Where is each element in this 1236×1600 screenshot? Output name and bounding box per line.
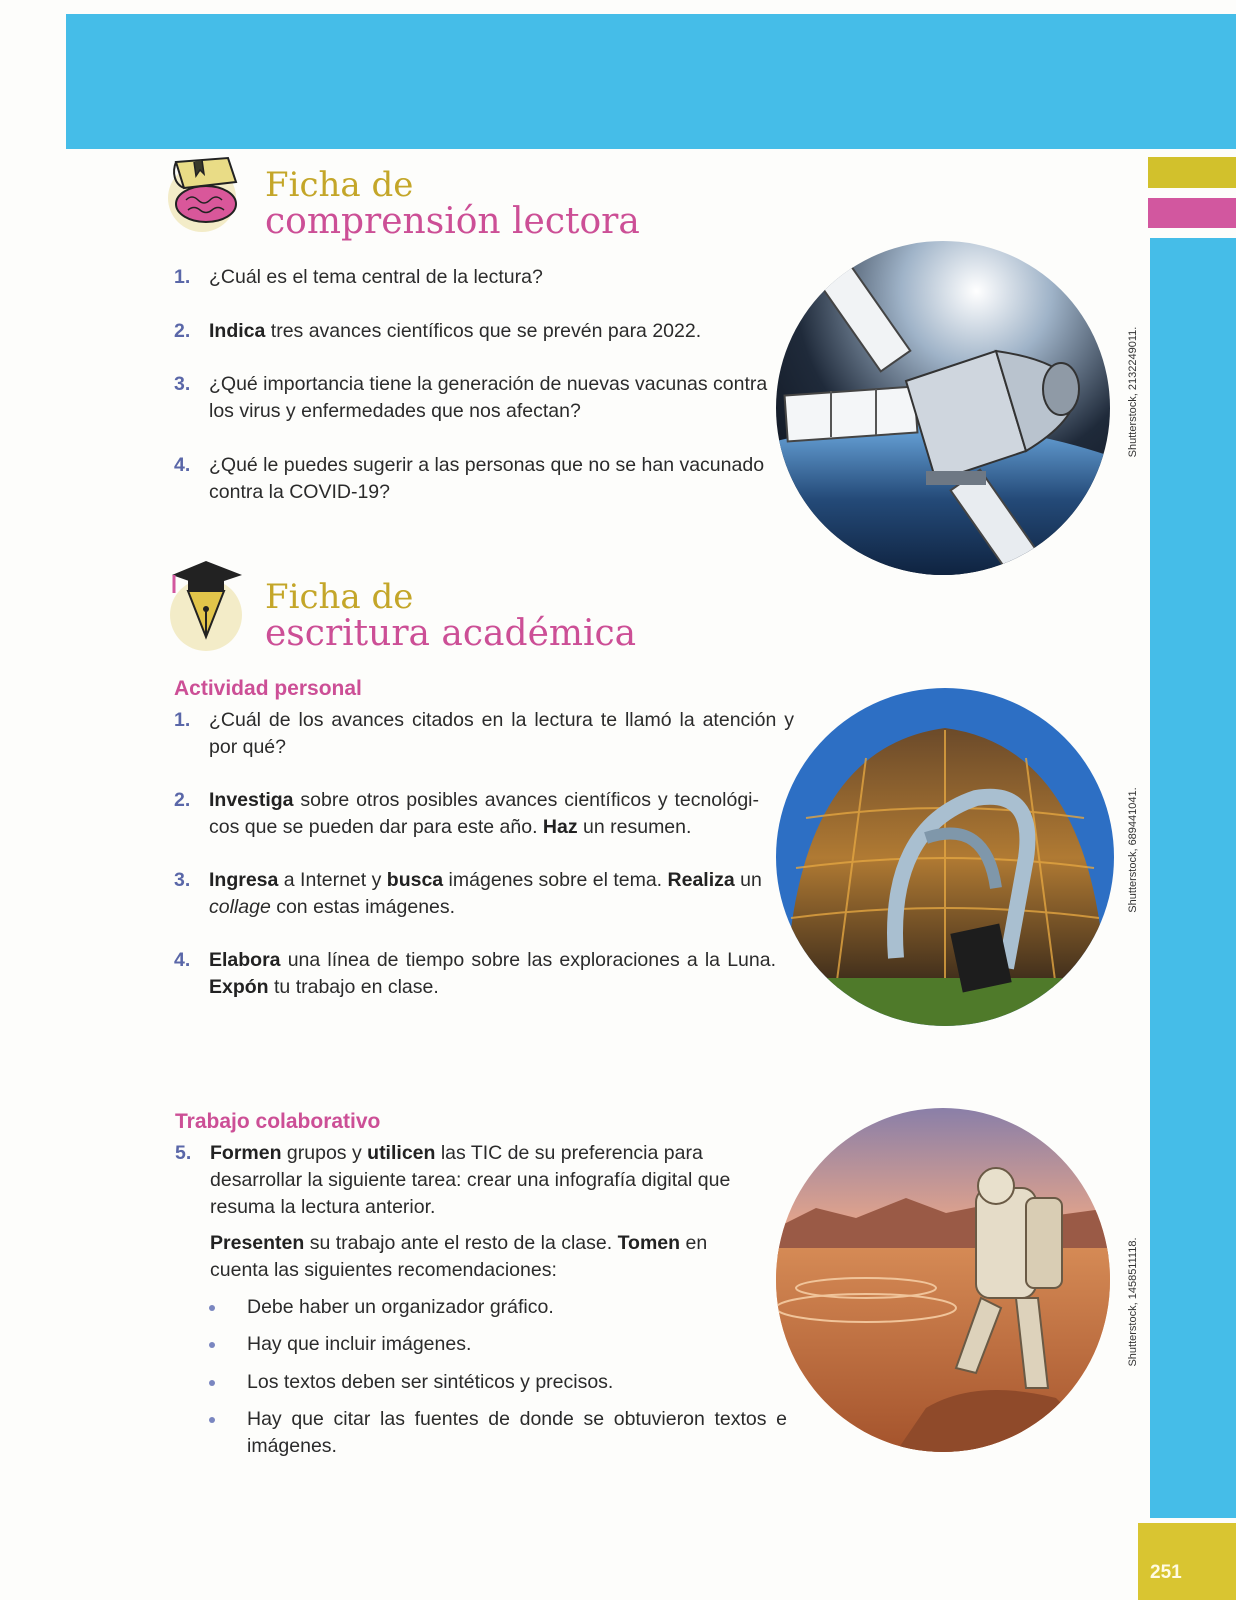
item-text: Indica tres avances científicos que se prevén para 2022. [209, 320, 702, 342]
bullet-dot [209, 1305, 215, 1311]
question-item [174, 452, 774, 506]
item-number: 4. [174, 454, 191, 476]
brain-book-icon [166, 152, 248, 234]
bullet-item [209, 1406, 787, 1460]
dome-sculpture-photo [776, 688, 1114, 1026]
photo-credit: Shutterstock, 2132249011. [1127, 326, 1139, 458]
collab-heading: Trabajo colaborativo [175, 1110, 381, 1133]
question-item [174, 371, 774, 425]
right-side-strip [1150, 238, 1236, 1518]
top-banner [66, 14, 1236, 149]
astronaut-mars-photo [776, 1108, 1110, 1452]
collab-paragraph [175, 1230, 765, 1284]
personal-activity-heading: Actividad personal [174, 677, 362, 700]
question-item [174, 264, 774, 291]
title-line-1: Ficha de [265, 165, 414, 205]
graduation-pen-icon [166, 557, 248, 639]
title-line-2: escritura académica [265, 613, 637, 654]
item-text: ¿Qué le puedes sugerir a las personas que no se han vacunado contra la COVID-19? [209, 454, 765, 503]
reading-section-title [265, 165, 640, 242]
bullet-text: Debe haber un organizador gráfico. [247, 1296, 554, 1318]
section-tab-pink [1148, 198, 1236, 228]
item-text: Investiga sobre otros posibles avances científicos y tecnológi-cos que se pueden dar para este año. Haz un resumen. [209, 789, 759, 838]
item-text: ¿Qué importancia tiene la generación de nuevas vacunas contra los virus y enfermedades que nos afectan? [209, 373, 768, 422]
bullet-item [209, 1331, 769, 1358]
bullet-item [209, 1369, 769, 1396]
photo-credit: Shutterstock, 1458511118. [1127, 1237, 1139, 1367]
item-number: 2. [174, 789, 191, 811]
activity-item [174, 787, 759, 841]
item-number: 3. [174, 373, 191, 395]
bullet-text: Hay que incluir imágenes. [247, 1333, 472, 1355]
item-text: Formen grupos y utilicen las TIC de su preferencia para desarrollar la siguiente tarea: crear una infografía digital que resuma la lectura anterior. [210, 1142, 731, 1218]
bullet-dot [209, 1417, 215, 1423]
activity-item [174, 947, 776, 1001]
item-text: Ingresa a Internet y busca imágenes sobre el tema. Realiza un collage con estas imágenes. [209, 869, 762, 918]
item-text: Elabora una línea de tiempo sobre las exploraciones a la Luna. Expón tu trabajo en clase. [209, 949, 776, 998]
bullet-dot [209, 1380, 215, 1386]
item-number: 1. [174, 709, 191, 731]
page-number: 251 [1150, 1562, 1182, 1583]
section-tab-yellow [1148, 157, 1236, 188]
writing-section-title [265, 577, 637, 654]
spacecraft-photo [776, 241, 1110, 575]
bullet-text: Los textos deben ser sintéticos y precisos. [247, 1371, 614, 1393]
item-text: Presenten su trabajo ante el resto de la clase. Tomen en cuenta las siguientes recomendaciones: [210, 1232, 708, 1281]
question-item [174, 318, 774, 345]
title-line-1: Ficha de [265, 577, 414, 617]
item-number: 5. [175, 1142, 192, 1164]
item-text: ¿Cuál es el tema central de la lectura? [209, 266, 543, 288]
item-text: ¿Cuál de los avances citados en la lectura te llamó la atención y por qué? [209, 709, 794, 758]
photo-credit: Shutterstock, 689441041. [1127, 787, 1139, 913]
item-number: 4. [174, 949, 191, 971]
bullet-dot [209, 1342, 215, 1348]
item-number: 1. [174, 266, 191, 288]
collab-item [175, 1140, 795, 1221]
title-line-2: comprensión lectora [265, 201, 640, 242]
activity-item [174, 867, 764, 921]
item-number: 2. [174, 320, 191, 342]
bullet-item [209, 1294, 769, 1321]
item-number: 3. [174, 869, 191, 891]
bullet-text: Hay que citar las fuentes de donde se obtuvieron textos e imágenes. [247, 1408, 787, 1457]
activity-item [174, 707, 794, 761]
